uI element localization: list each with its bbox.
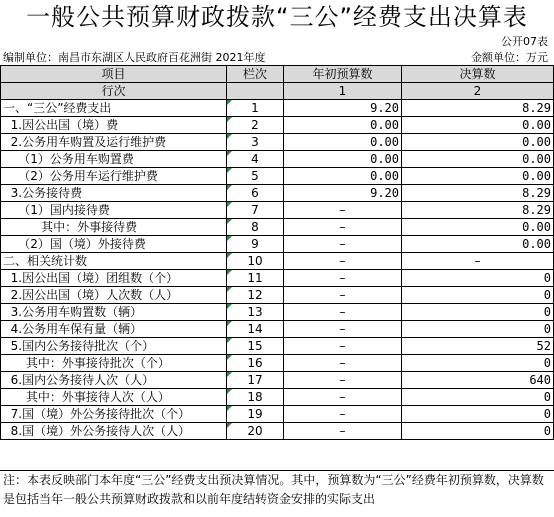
row-index-col2: 2 [402, 83, 554, 100]
item-cell: 7.国（境）外公务接待批次（个） [1, 406, 227, 423]
header-budget: 年初预算数 [284, 66, 402, 83]
final-cell: 0.00 [402, 219, 554, 236]
budget-cell: 0.00 [284, 134, 402, 151]
final-cell: 0.00 [402, 117, 554, 134]
footnote: 注：本表反映部门本年度“三公”经费支出预决算情况。其中，预算数为“三公”经费年初预算数，决算数是包括当年一般公共预算财政拨款和以前年度结转资金安排的实际支出 [0, 470, 554, 509]
row-index-blank [227, 83, 284, 100]
budget-cell: – [284, 423, 402, 440]
lanci-cell: 16 [227, 355, 284, 372]
lanci-cell: 19 [227, 406, 284, 423]
final-cell: 0 [402, 304, 554, 321]
final-cell: 0 [402, 287, 554, 304]
item-cell: 5.国内公务接待批次（个） [1, 338, 227, 355]
table-row [1, 202, 554, 219]
final-cell: 8.29 [402, 100, 554, 117]
item-cell: 2.因公出国（境）人次数（人） [1, 287, 227, 304]
final-cell: 0.00 [402, 236, 554, 253]
header-final: 决算数 [402, 66, 554, 83]
lanci-cell: 7 [227, 202, 284, 219]
budget-cell: – [284, 338, 402, 355]
table-row [1, 423, 554, 440]
table-number: 公开07表 [501, 35, 548, 48]
item-cell: 一、“三公”经费支出 [1, 100, 227, 117]
final-cell: 0 [402, 270, 554, 287]
budget-cell: – [284, 372, 402, 389]
lanci-cell: 11 [227, 270, 284, 287]
table-row [1, 236, 554, 253]
table-row [1, 372, 554, 389]
budget-cell: 9.20 [284, 185, 402, 202]
budget-cell: – [284, 304, 402, 321]
item-cell: 其中：外事接待人次（人） [1, 389, 227, 406]
item-cell: 4.公务用车保有量（辆） [1, 321, 227, 338]
table-row [1, 270, 554, 287]
lanci-cell: 5 [227, 168, 284, 185]
lanci-cell: 15 [227, 338, 284, 355]
table-row [1, 338, 554, 355]
budget-cell: – [284, 236, 402, 253]
lanci-cell: 3 [227, 134, 284, 151]
item-cell: 1.因公出国（境）费 [1, 117, 227, 134]
final-cell: 0.00 [402, 134, 554, 151]
item-cell: 3.公务接待费 [1, 185, 227, 202]
lanci-cell: 6 [227, 185, 284, 202]
lanci-cell: 13 [227, 304, 284, 321]
table-row [1, 168, 554, 185]
lanci-cell: 4 [227, 151, 284, 168]
final-cell: – [402, 253, 554, 270]
header-lanci: 栏次 [227, 66, 284, 83]
item-cell: （1）公务用车购置费 [1, 151, 227, 168]
table-row [1, 355, 554, 372]
row-index-col1: 1 [284, 83, 402, 100]
lanci-cell: 10 [227, 253, 284, 270]
final-cell: 0 [402, 423, 554, 440]
budget-cell: 0.00 [284, 168, 402, 185]
table-row [1, 304, 554, 321]
item-cell: 3.公务用车购置数（辆） [1, 304, 227, 321]
item-cell: 其中：外事接待批次（个） [1, 355, 227, 372]
row-index-row [1, 83, 554, 100]
budget-cell: – [284, 321, 402, 338]
table-row [1, 134, 554, 151]
budget-cell: – [284, 253, 402, 270]
budget-cell: – [284, 389, 402, 406]
table-row [1, 321, 554, 338]
page-title: 一般公共预算财政拨款“三公”经费支出决算表 [26, 3, 528, 31]
lanci-cell: 9 [227, 236, 284, 253]
header-item: 项目 [1, 66, 227, 83]
expenditure-table [0, 65, 554, 440]
lanci-cell: 17 [227, 372, 284, 389]
table-row [1, 389, 554, 406]
table-row [1, 253, 554, 270]
budget-cell: – [284, 287, 402, 304]
table-row [1, 406, 554, 423]
item-cell: 1.因公出国（境）团组数（个） [1, 270, 227, 287]
budget-cell: – [284, 202, 402, 219]
table-row [1, 219, 554, 236]
budget-cell: – [284, 219, 402, 236]
header-row [1, 66, 554, 83]
budget-cell: 9.20 [284, 100, 402, 117]
item-cell: 二、相关统计数 [1, 253, 227, 270]
final-cell: 0 [402, 355, 554, 372]
final-cell: 0 [402, 406, 554, 423]
final-cell: 640 [402, 372, 554, 389]
budget-cell: 0.00 [284, 117, 402, 134]
item-cell: 其中：外事接待费 [1, 219, 227, 236]
budget-cell: – [284, 355, 402, 372]
final-cell: 8.29 [402, 202, 554, 219]
budget-cell: – [284, 406, 402, 423]
lanci-cell: 12 [227, 287, 284, 304]
final-cell: 0.00 [402, 168, 554, 185]
budget-cell: 0.00 [284, 151, 402, 168]
final-cell: 0 [402, 389, 554, 406]
lanci-cell: 8 [227, 219, 284, 236]
item-cell: （2）国（境）外接待费 [1, 236, 227, 253]
lanci-cell: 1 [227, 100, 284, 117]
table-row [1, 151, 554, 168]
table-row [1, 287, 554, 304]
table-row [1, 100, 554, 117]
lanci-cell: 20 [227, 423, 284, 440]
row-index-label: 行次 [1, 83, 227, 100]
lanci-cell: 2 [227, 117, 284, 134]
item-cell: 2.公务用车购置及运行维护费 [1, 134, 227, 151]
table-row [1, 117, 554, 134]
final-cell: 8.29 [402, 185, 554, 202]
item-cell: 6.国内公务接待人次（人） [1, 372, 227, 389]
compiling-unit: 编制单位：南昌市东湖区人民政府百花洲街 2021年度 [3, 51, 266, 64]
amount-unit: 金额单位：万元 [471, 51, 548, 64]
item-cell: 8.国（境）外公务接待人次（人） [1, 423, 227, 440]
final-cell: 52 [402, 338, 554, 355]
final-cell: 0.00 [402, 151, 554, 168]
item-cell: （2）公务用车运行维护费 [1, 168, 227, 185]
table-row [1, 185, 554, 202]
lanci-cell: 18 [227, 389, 284, 406]
item-cell: （1）国内接待费 [1, 202, 227, 219]
final-cell: 0 [402, 321, 554, 338]
budget-cell: – [284, 270, 402, 287]
lanci-cell: 14 [227, 321, 284, 338]
